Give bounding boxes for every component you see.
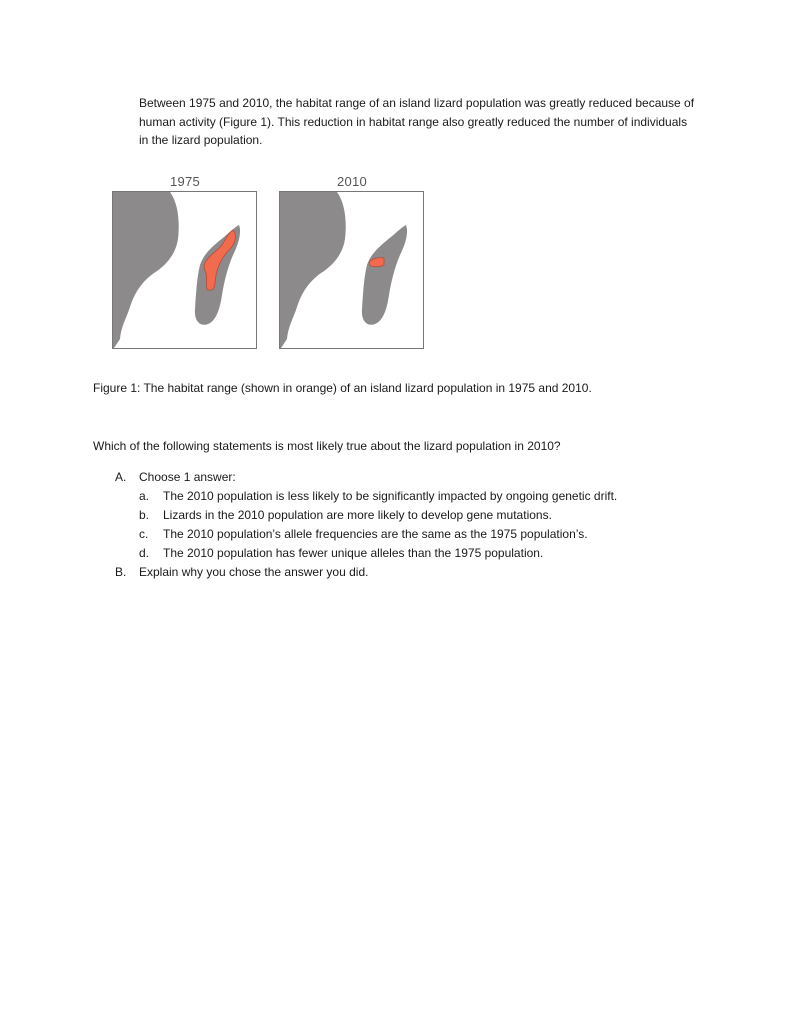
question-parts — [115, 468, 617, 582]
part-prompt: Choose 1 answer: — [139, 470, 236, 484]
part-a — [115, 468, 617, 563]
choice-text: The 2010 population has fewer unique alleles than the 1975 population. — [163, 546, 544, 560]
answer-choice[interactable] — [139, 506, 617, 525]
choice-letter: b. — [139, 508, 150, 522]
panel-year-label: 2010 — [336, 174, 368, 189]
choice-text: Lizards in the 2010 population are more likely to develop gene mutations. — [163, 508, 552, 522]
map-panel-1975 — [112, 172, 258, 352]
choice-letter: d. — [139, 546, 150, 560]
part-b — [115, 563, 617, 582]
part-letter: A. — [115, 470, 127, 484]
figure-1 — [112, 172, 432, 354]
figure-caption: Figure 1: The habitat range (shown in orange) of an island lizard population in 1975 and 2010. — [93, 381, 592, 395]
answer-choice[interactable] — [139, 525, 617, 544]
map-panel-2010 — [279, 172, 425, 352]
island-map-1975 — [112, 191, 258, 351]
panel-year-label: 1975 — [169, 174, 201, 189]
part-prompt: Explain why you chose the answer you did. — [139, 565, 369, 579]
choice-text: The 2010 population is less likely to be significantly impacted by ongoing genetic drift. — [163, 489, 618, 503]
part-letter: B. — [115, 565, 127, 579]
choice-letter: a. — [139, 489, 150, 503]
answer-choice[interactable] — [139, 544, 617, 563]
answer-choice[interactable] — [139, 487, 617, 506]
choice-letter: c. — [139, 527, 149, 541]
island-map-2010 — [279, 191, 425, 351]
intro-paragraph: Between 1975 and 2010, the habitat range of an island lizard population was greatly reduced because of human activity (Figure 1). This reduction in habitat range also greatly reduced the number of individuals in the lizard population. — [139, 96, 695, 147]
answer-choices — [115, 487, 617, 563]
question-text: Which of the following statements is most likely true about the lizard population in 2010? — [93, 439, 561, 453]
choice-text: The 2010 population’s allele frequencies are the same as the 1975 population’s. — [163, 527, 588, 541]
